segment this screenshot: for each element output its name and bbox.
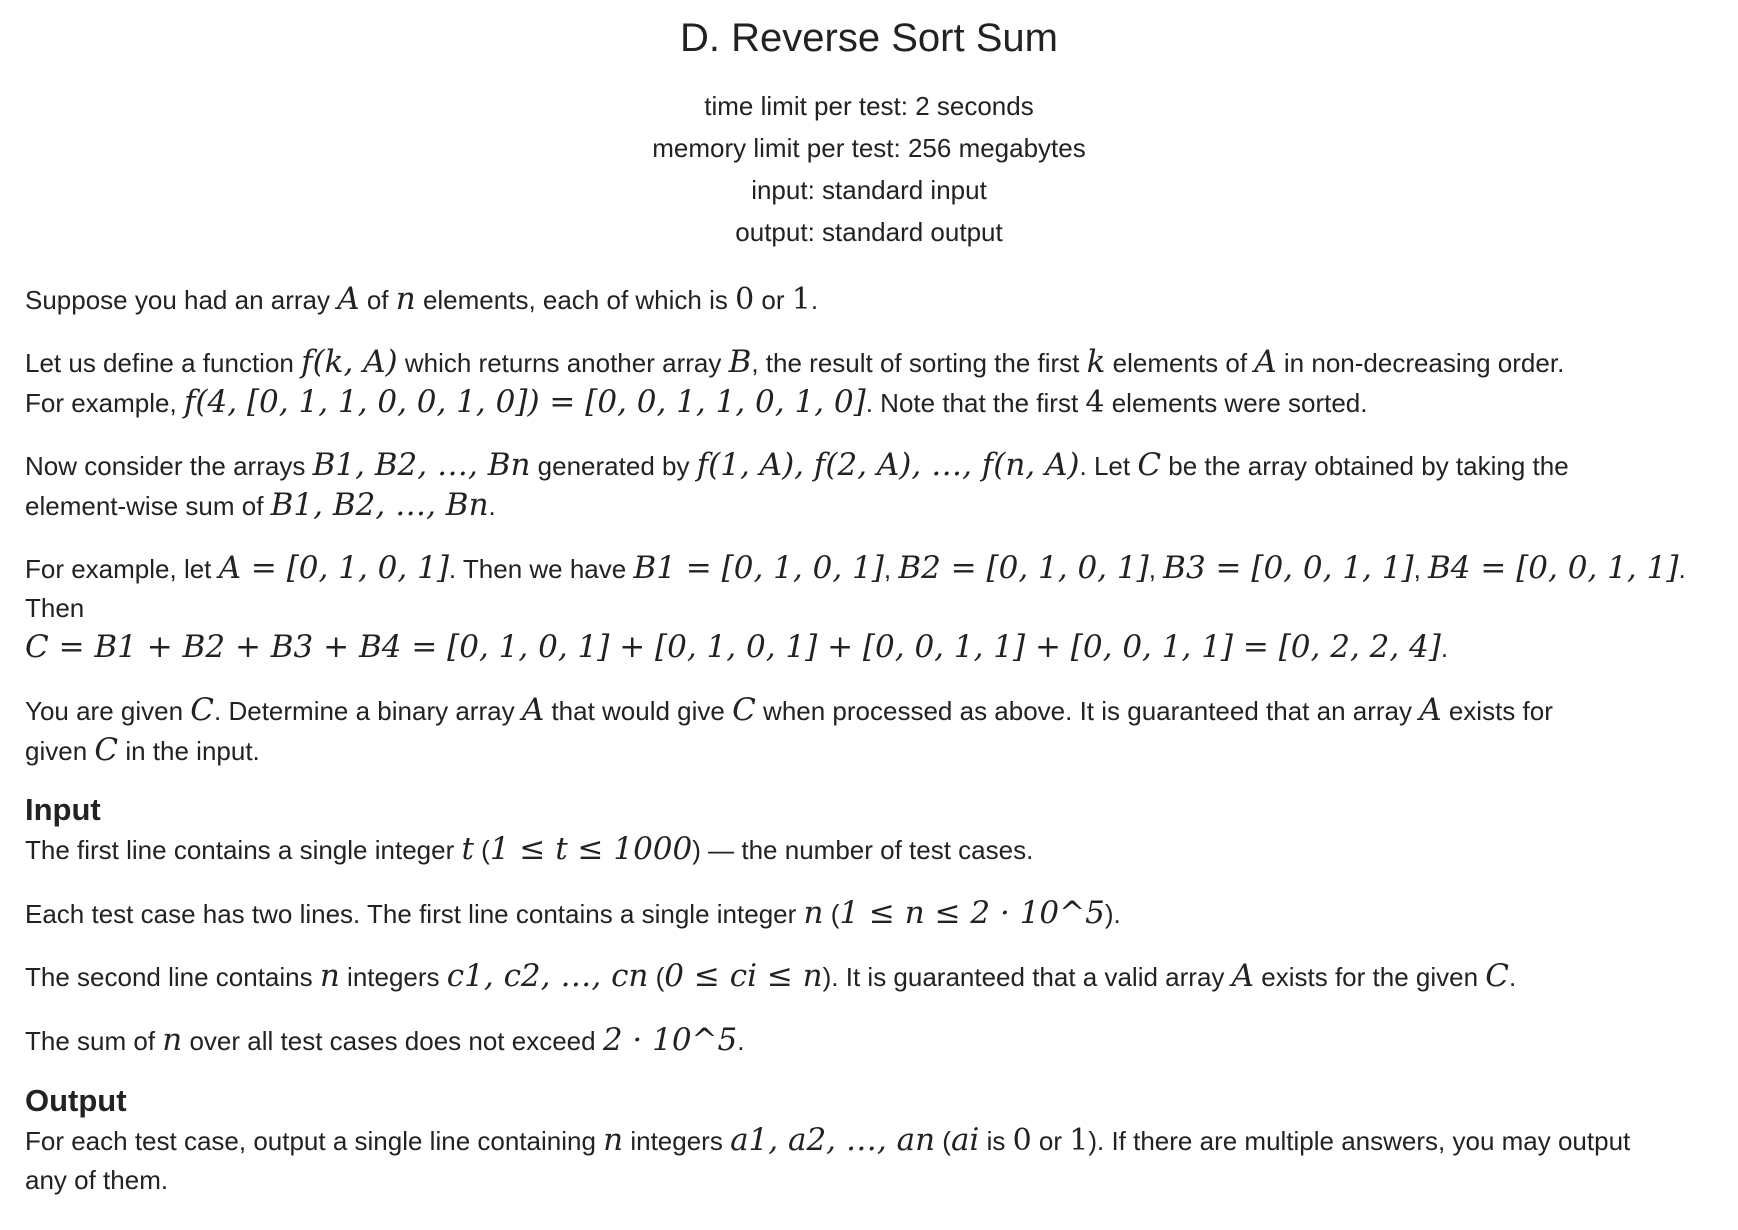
math-inline: C = B1 + B2 + B3 + B4 = [0, 1, 0, 1] + [0, 1, 0, 1] + [0, 0, 1, 1] + [0, 0, 1, 1] = [0, 2, 2, 4] bbox=[25, 629, 1441, 665]
math-inline: A bbox=[337, 281, 360, 317]
statement-paragraph: Suppose you had an array A of n elements, each of which is 0 or 1. bbox=[25, 281, 819, 317]
input-line: The sum of n over all test cases does not exceed 2 · 10^5. bbox=[25, 1022, 745, 1058]
math-inline: 0 bbox=[735, 282, 755, 317]
math-inline: 0 bbox=[1012, 1123, 1032, 1158]
math-inline: 2 · 10^5 bbox=[602, 1022, 738, 1058]
math-inline: B bbox=[728, 344, 752, 380]
problem-title: D. Reverse Sort Sum bbox=[680, 16, 1058, 60]
output-section bbox=[25, 1081, 1712, 1200]
math-inline: A bbox=[1254, 344, 1277, 380]
math-inline: k bbox=[1086, 344, 1106, 380]
math-inline: B3 = [0, 0, 1, 1] bbox=[1163, 550, 1414, 586]
math-inline: c1, c2, …, cn bbox=[446, 958, 649, 994]
math-inline: C bbox=[1485, 958, 1509, 994]
math-inline: A bbox=[1419, 692, 1442, 728]
math-inline: A bbox=[1231, 958, 1255, 994]
math-inline: C bbox=[1137, 447, 1162, 483]
math-inline: n bbox=[803, 895, 824, 931]
math-inline: n bbox=[162, 1022, 183, 1058]
math-inline: n bbox=[395, 281, 416, 317]
math-inline: C bbox=[190, 692, 215, 728]
output-spec: output: standard output bbox=[735, 217, 1003, 247]
statement-paragraph: Let us define a function f(k, A) which returns another array B, the result of sorting the first k elements of A in non-decreasing order. For example, f(4, [0, 1, 1, 0, 0, 1, 0]) = [0, 0, 1, 1, 0, 1, 0]. Note that the first 4 elements were sorted. bbox=[25, 344, 1565, 420]
output-section-title: Output bbox=[25, 1083, 127, 1118]
math-inline: 1 bbox=[791, 282, 811, 317]
memory-limit: memory limit per test: 256 megabytes bbox=[652, 133, 1086, 163]
math-inline: 1 ≤ n ≤ 2 · 10^5 bbox=[839, 895, 1105, 931]
math-inline: f(k, A) bbox=[301, 344, 398, 380]
math-inline: B1, B2, …, Bn bbox=[312, 447, 531, 483]
statement-paragraph: You are given C. Determine a binary array A that would give C when processed as above. It is guaranteed that an array A exists for given C in the input. bbox=[25, 692, 1553, 768]
input-section-title: Input bbox=[25, 792, 101, 827]
input-line: The first line contains a single integer t (1 ≤ t ≤ 1000) — the number of test cases. bbox=[25, 831, 1034, 867]
math-inline: 4 bbox=[1085, 385, 1105, 420]
math-inline: t bbox=[461, 831, 474, 867]
statement bbox=[25, 280, 1712, 771]
input-line: The second line contains n integers c1, c2, …, cn (0 ≤ ci ≤ n). It is guaranteed that a valid array A exists for the given C. bbox=[25, 958, 1517, 994]
math-inline: B2 = [0, 1, 0, 1] bbox=[898, 550, 1149, 586]
math-inline: a1, a2, …, an bbox=[730, 1122, 936, 1158]
math-inline: B1 = [0, 1, 0, 1] bbox=[633, 550, 884, 586]
math-inline: C bbox=[94, 732, 119, 768]
input-section bbox=[25, 790, 1712, 1061]
math-inline: n bbox=[319, 958, 340, 994]
statement-paragraph: For example, let A = [0, 1, 0, 1]. Then we have B1 = [0, 1, 0, 1], B2 = [0, 1, 0, 1], B3 = [0, 0, 1, 1], B4 = [0, 0, 1, 1]. Then C = B1 + B2 + B3 + B4 = [0, 1, 0, 1] + [0, 1, 0, 1] + [0, 0, 1, 1] + [0, 0, 1, 1] = [0, 2, 2, 4]. bbox=[25, 550, 1686, 665]
math-inline: f(1, A), f(2, A), …, f(n, A) bbox=[696, 447, 1080, 483]
math-inline: A = [0, 1, 0, 1] bbox=[218, 550, 449, 586]
math-inline: ai bbox=[950, 1122, 980, 1158]
statement-paragraph: Now consider the arrays B1, B2, …, Bn generated by f(1, A), f(2, A), …, f(n, A). Let C be the array obtained by taking the element-wise sum of B1, B2, …, Bn. bbox=[25, 447, 1569, 523]
math-inline: 1 bbox=[1069, 1123, 1089, 1158]
input-spec: input: standard input bbox=[751, 175, 987, 205]
problem-limits bbox=[0, 85, 1738, 253]
problem-header bbox=[0, 0, 1738, 253]
math-inline: A bbox=[521, 692, 545, 728]
math-inline: 0 ≤ ci ≤ n bbox=[664, 958, 823, 994]
input-line: Each test case has two lines. The first line contains a single integer n (1 ≤ n ≤ 2 · 10^5). bbox=[25, 895, 1121, 931]
time-limit: time limit per test: 2 seconds bbox=[704, 91, 1034, 121]
math-inline: B1, B2, …, Bn bbox=[270, 487, 489, 523]
math-inline: n bbox=[603, 1122, 624, 1158]
math-inline: B4 = [0, 0, 1, 1] bbox=[1428, 550, 1679, 586]
output-line: For each test case, output a single line containing n integers a1, a2, …, an (ai is 0 or 1). If there are multiple answers, you may output any of them. bbox=[25, 1122, 1631, 1195]
math-inline: 1 ≤ t ≤ 1000 bbox=[489, 831, 693, 867]
math-inline: C bbox=[732, 692, 756, 728]
math-inline: f(4, [0, 1, 1, 0, 0, 1, 0]) = [0, 0, 1, 1, 0, 1, 0] bbox=[183, 384, 866, 420]
